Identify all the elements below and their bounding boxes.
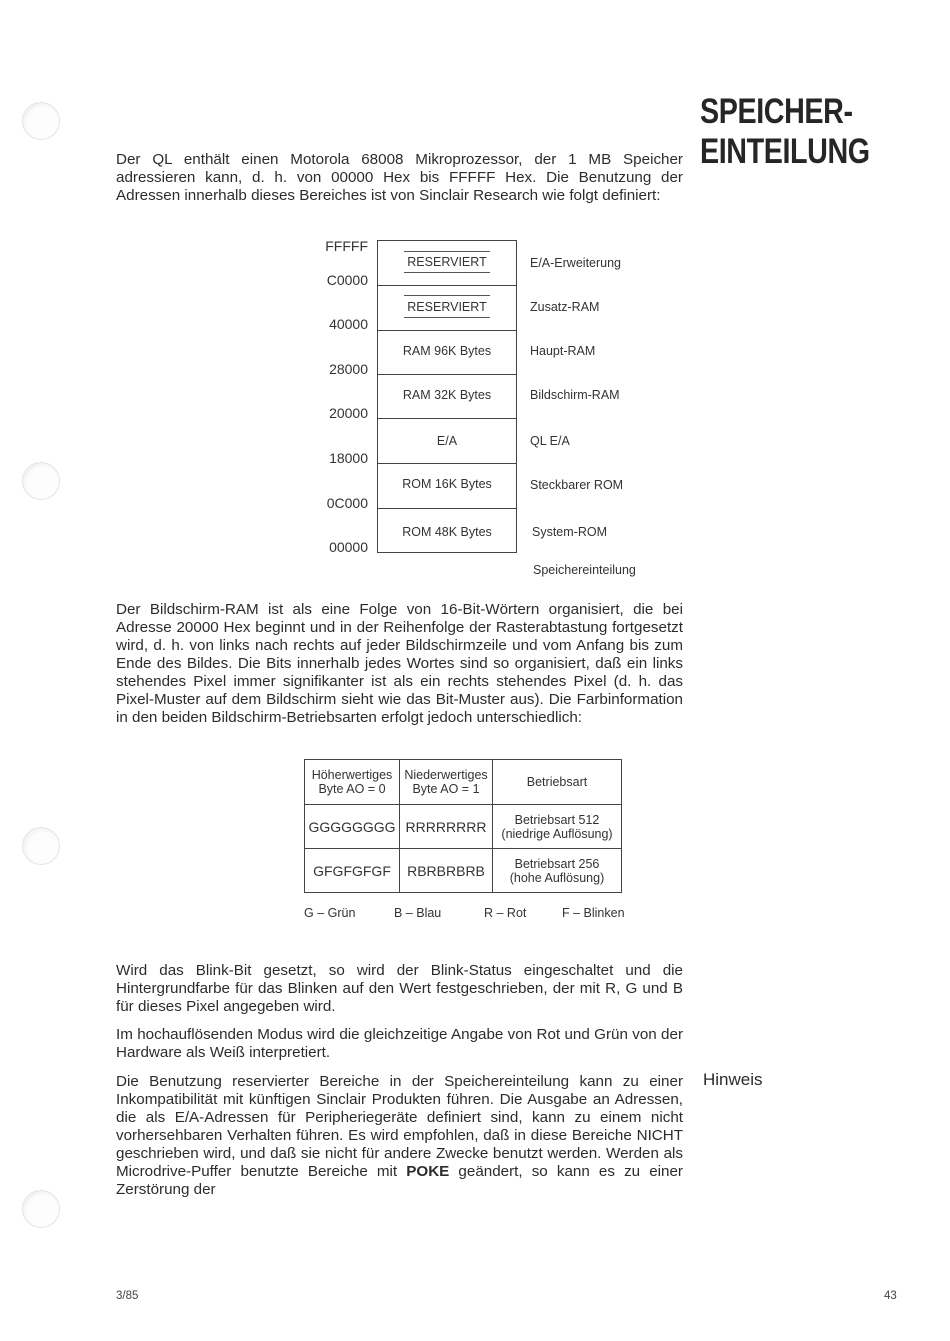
reserved-bar <box>404 295 490 296</box>
table-row <box>305 849 622 893</box>
memory-divider <box>377 418 517 419</box>
address-label: 00000 <box>329 539 368 555</box>
blink-paragraph: Wird das Blink-Bit gesetzt, so wird der Blink-Status eingeschaltet und die Hintergrundfarbe für das Blinken auf den Wert festgeschrieben, der mit R, G und B für dieses Pixel angegeben wird. <box>116 962 683 1015</box>
address-label: 20000 <box>329 405 368 421</box>
header-text: Byte AO = 1 <box>412 782 480 796</box>
poke-keyword: POKE <box>406 1163 450 1180</box>
memory-cell-label: RESERVIERT <box>407 255 487 269</box>
note-paragraph <box>116 1073 683 1199</box>
memory-region-label: System-ROM <box>532 525 607 539</box>
table-cell-mode <box>493 849 622 893</box>
section-heading-line1: SPEICHER- <box>700 92 853 131</box>
legend-item: R – Rot <box>484 906 527 920</box>
binder-hole <box>22 462 60 500</box>
memory-cell-label: E/A <box>436 434 458 448</box>
memory-divider <box>377 285 517 286</box>
memory-region-label: E/A-Erweiterung <box>530 256 622 270</box>
mode-text: (niedrige Auflösung) <box>501 826 613 841</box>
address-label: 40000 <box>329 316 368 332</box>
address-label: 0C000 <box>326 495 368 511</box>
binder-hole <box>22 827 60 865</box>
section-heading-line2: EINTEILUNG <box>700 132 870 171</box>
memory-divider <box>377 330 517 331</box>
mode-text: Betriebsart 512 <box>514 812 600 827</box>
legend-item: B – Blau <box>394 906 442 920</box>
memory-divider <box>377 508 517 509</box>
memory-cell-label: ROM 16K Bytes <box>402 477 492 491</box>
intro-paragraph: Der QL enthält einen Motorola 68008 Mikroprozessor, der 1 MB Speicher adressieren kann, d. h. von 00000 Hex bis FFFFF Hex. Die Benutzung der Adressen innerhalb dieses Bereiches ist von Sinclair Research wie folgt definiert: <box>116 151 683 204</box>
memory-divider <box>377 374 517 375</box>
binder-hole <box>22 102 60 140</box>
table-cell-low: RBRBRBRB <box>400 849 493 893</box>
note-text-end: geändert, so kann es zu einer Zerstörung der <box>116 1163 683 1198</box>
reserved-bar <box>404 251 490 252</box>
mode-text: Betriebsart 256 <box>514 856 600 871</box>
section-heading <box>700 92 870 172</box>
table-cell-low: RRRRRRRR <box>400 805 493 849</box>
memory-divider <box>377 463 517 464</box>
memory-cell-label: RESERVIERT <box>407 300 487 314</box>
table-header-row <box>305 760 622 805</box>
memory-map-caption: Speichereinteilung <box>533 563 636 577</box>
memory-cell-label: ROM 48K Bytes <box>402 525 492 539</box>
table-header-high-byte <box>305 760 400 805</box>
reserved-bar <box>404 272 490 273</box>
legend-item: F – Blinken <box>562 906 625 920</box>
table-header-mode: Betriebsart <box>493 760 622 805</box>
note-text: Die Benutzung reservierter Bereiche in der Speichereinteilung kann zu einer Inkompatibilität mit künftigen Sinclair Produkten führen. Die Ausgabe an Adressen, die als E/A-Adressen für Peripheriegeräte definiert sind, kann zu einem nicht vorhersehbaren Verhalten führen. Es wird empfohlen, daß in diese Bereiche NICHT geschrieben wird, und daß sie nicht für andere Zwecke benutzt werden. Werden als Microdrive-Puffer benutzte Bereiche mit <box>116 1073 683 1180</box>
table-row <box>305 805 622 849</box>
address-label: 18000 <box>329 450 368 466</box>
page-number: 43 <box>884 1290 897 1302</box>
table-cell-high: GFGFGFGF <box>305 849 400 893</box>
memory-region-label: Haupt-RAM <box>530 344 596 358</box>
display-mode-table <box>304 759 622 893</box>
memory-cell-label: RAM 96K Bytes <box>402 344 492 358</box>
memory-region-label: Steckbarer ROM <box>530 478 624 492</box>
memory-region-label: Bildschirm-RAM <box>530 388 620 402</box>
address-label: 28000 <box>329 361 368 377</box>
address-label: C0000 <box>326 272 368 288</box>
memory-region-label: Zusatz-RAM <box>530 300 600 314</box>
memory-cell-label: RAM 32K Bytes <box>402 388 492 402</box>
table-header-low-byte <box>400 760 493 805</box>
side-note-heading: Hinweis <box>703 1070 763 1089</box>
address-label: FFFFF <box>325 238 368 254</box>
binder-hole <box>22 1190 60 1228</box>
header-text: Höherwertiges <box>311 768 393 782</box>
header-text: Niederwertiges <box>404 768 488 782</box>
legend-item: G – Grün <box>304 906 356 920</box>
table-cell-mode <box>493 805 622 849</box>
memory-region-label: QL E/A <box>530 434 570 448</box>
header-text: Byte AO = 0 <box>318 782 386 796</box>
screen-ram-paragraph: Der Bildschirm-RAM ist als eine Folge von 16-Bit-Wörtern organisiert, die bei Adresse 20000 Hex beginnt und in der Reihenfolge der Rasterabtastung fortgesetzt wird, d. h. von links nach rechts auf jeder Bildschirmzeile und vom Anfang bis zum Ende des Bildes. Die Bits innerhalb jedes Wortes sind so organisiert, daß ein links stehendes Pixel immer signifikanter ist als ein rechts stehendes Pixel (d. h. das Pixel-Muster auf dem Bildschirm sieht wie das Bit-Muster aus). Die Farbinformation in den beiden Bildschirm-Betriebsarten erfolgt jedoch unterschiedlich: <box>116 601 683 726</box>
reserved-bar <box>404 317 490 318</box>
table-cell-high: GGGGGGGG <box>305 805 400 849</box>
mode-text: (hohe Auflösung) <box>509 870 605 885</box>
footer-date: 3/85 <box>116 1290 139 1302</box>
hires-paragraph: Im hochauflösenden Modus wird die gleichzeitige Angabe von Rot und Grün von der Hardware als Weiß interpretiert. <box>116 1026 683 1061</box>
